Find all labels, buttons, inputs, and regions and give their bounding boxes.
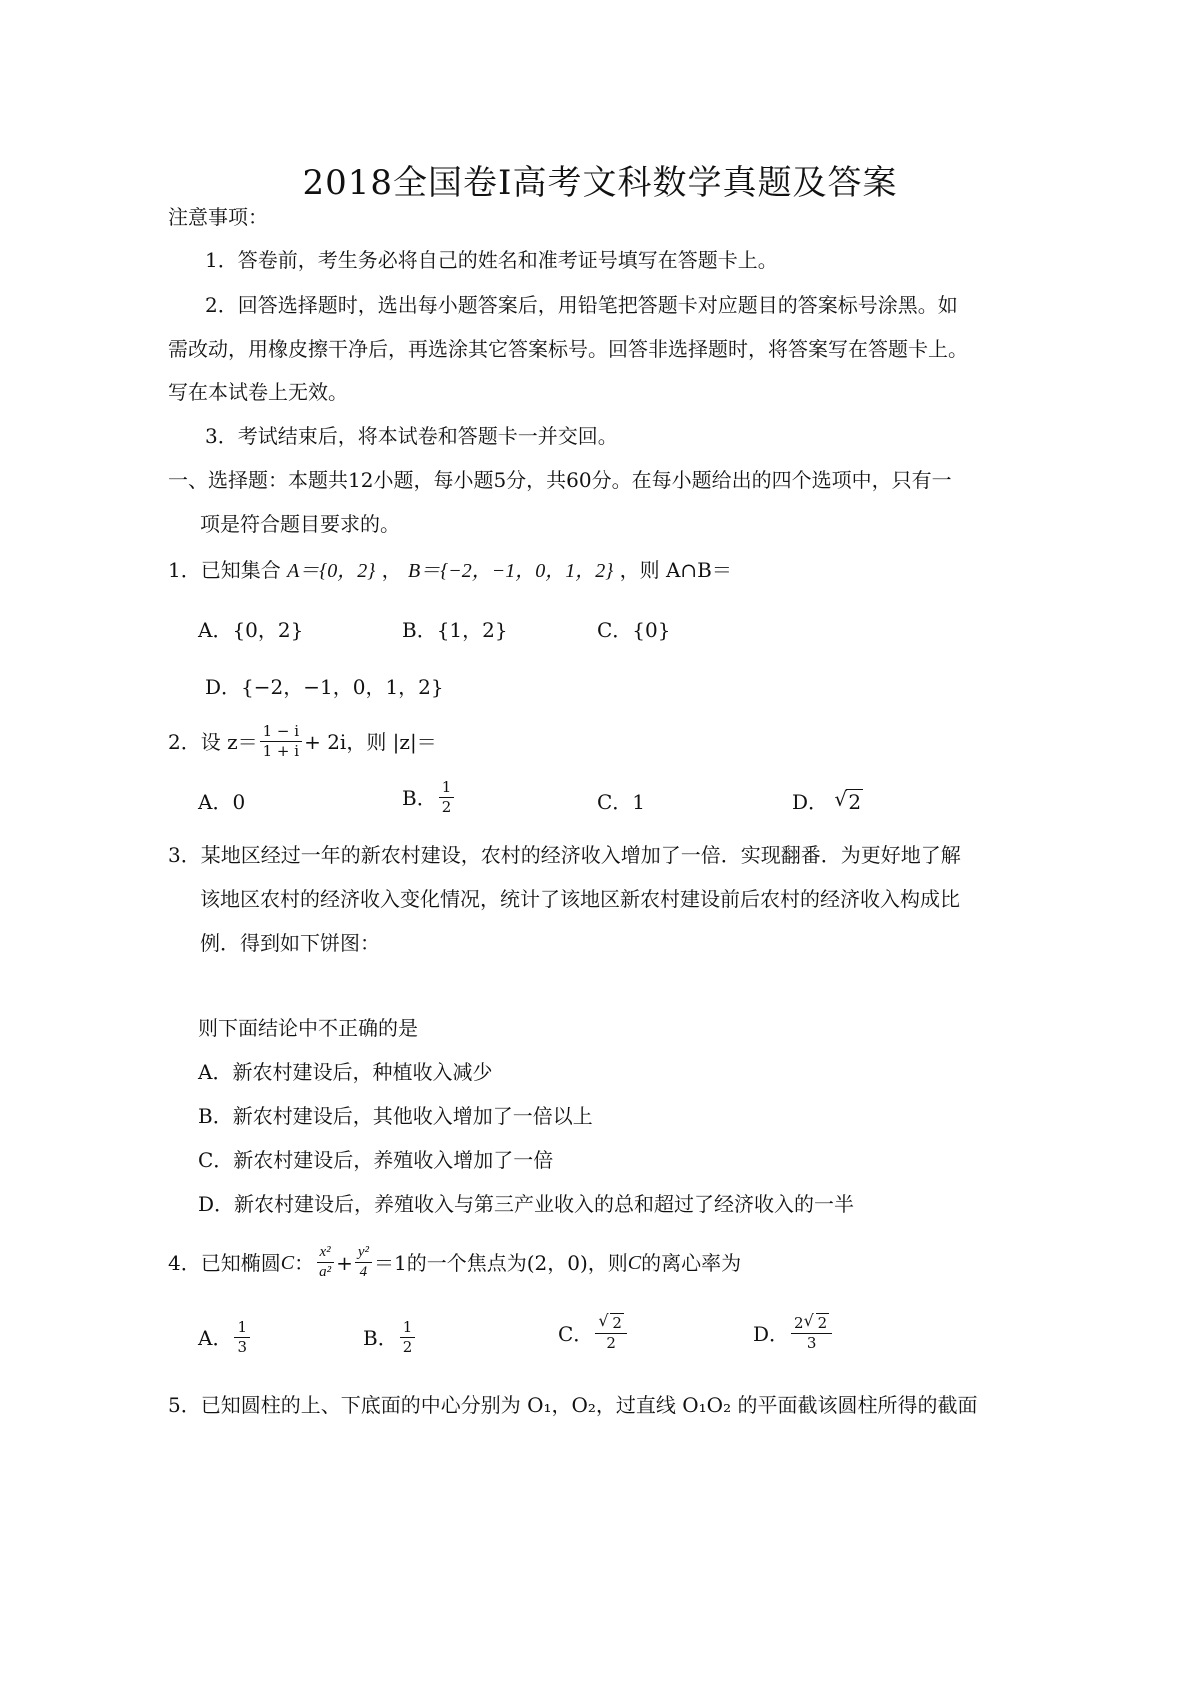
q4-option-c-num [595, 1311, 627, 1334]
q4-option-d-label: D． [753, 1321, 790, 1346]
q4-frac-x-den: a² [319, 1264, 332, 1280]
sqrt-icon: √ [598, 1311, 609, 1330]
q4-option-b-fraction [400, 1318, 416, 1357]
q4-option-c-den: 2 [606, 1334, 616, 1352]
question-5-stem: 5．已知圆柱的上、下底面的中心分别为 O₁，O₂，过直线 O₁O₂ 的平面截该圆柱所得的截面 [168, 1393, 978, 1417]
q2-option-d-sqrt [834, 787, 863, 814]
q4-fraction-x [316, 1243, 334, 1282]
q2-frac-denominator: 1 + i [262, 742, 300, 760]
q2-option-c: C．1 [597, 790, 646, 814]
q2-stem-lead: 2．设 z＝ [168, 729, 258, 754]
q4-stem-tail: 的离心率为 [641, 1250, 742, 1275]
q4-option-a [198, 1318, 252, 1357]
sqrt-icon: √ [834, 787, 848, 811]
q3-option-d: D．新农村建设后，养殖收入与第三产业收入的总和超过了经济收入的一半 [198, 1192, 855, 1216]
q2-frac-numerator: 1 − i [260, 722, 302, 742]
q1-option-b: B．{1，2} [402, 618, 508, 642]
notice-item-2-cont2: 写在本试卷上无效。 [168, 380, 348, 404]
q3-option-b: B．新农村建设后，其他收入增加了一倍以上 [198, 1104, 593, 1128]
notice-item-2: 2．回答选择题时，选出每小题答案后，用铅笔把答题卡对应题目的答案标号涂黑。如 [205, 293, 958, 317]
q4-option-d-radicand: 2 [817, 1314, 828, 1332]
q1-option-d: D．{−2，−1，0，1，2} [205, 675, 444, 699]
page-title: 2018全国卷Ⅰ高考文科数学真题及答案 [302, 163, 898, 203]
notice-item-1: 1．答卷前，考生务必将自己的姓名和准考证号填写在答题卡上。 [205, 248, 778, 272]
q4-colon: ： [294, 1250, 315, 1275]
q4-equation-tail: ＝1的一个焦点为(2，0)，则 [374, 1250, 628, 1275]
q2-option-d [792, 787, 863, 814]
q2-option-b-num: 1 [439, 778, 455, 798]
q4-option-d-fraction [791, 1311, 832, 1353]
notice-heading: 注意事项： [168, 205, 268, 229]
q4-option-c-radicand: 2 [612, 1314, 622, 1332]
section-heading-cont: 项是符合题目要求的。 [200, 512, 400, 536]
q1-set-a: A＝{0，2} [287, 560, 376, 582]
q2-option-b-fraction [439, 778, 455, 817]
q4-option-b-num: 1 [400, 1318, 416, 1338]
q1-option-a: A．{0，2} [198, 618, 304, 642]
q2-fraction [260, 722, 302, 761]
q1-option-c: C．{0} [597, 618, 671, 642]
q4-option-a-label: A． [198, 1325, 233, 1350]
q4-option-d-sqrt [803, 1311, 830, 1333]
q4-option-b-den: 2 [402, 1338, 413, 1356]
notice-item-3: 3．考试结束后，将本试卷和答题卡一并交回。 [205, 424, 618, 448]
q1-stem-lead: 1．已知集合 [168, 558, 281, 582]
q4-option-d-num [791, 1311, 832, 1334]
q3-prompt: 则下面结论中不正确的是 [198, 1016, 418, 1040]
question-4-stem [168, 1243, 741, 1282]
q4-option-c [558, 1311, 629, 1353]
q4-plus: + [336, 1250, 353, 1275]
question-3-line-3: 例．得到如下饼图： [200, 931, 380, 955]
q1-set-b: B＝{−2，−1，0，1，2} [408, 560, 614, 582]
section-heading: 一、选择题：本题共12小题，每小题5分，共60分。在每小题给出的四个选项中，只有一 [168, 468, 952, 492]
sqrt-icon: √ [803, 1311, 814, 1330]
q2-option-b-den: 2 [441, 798, 452, 816]
q4-frac-y-num: y² [355, 1243, 372, 1263]
question-3-line-2: 该地区农村的经济收入变化情况，统计了该地区新农村建设前后农村的经济收入构成比 [200, 887, 960, 911]
q4-fraction-y [355, 1243, 372, 1282]
q2-option-b-label: B． [402, 785, 437, 810]
q4-stem-lead: 4．已知椭圆 [168, 1250, 281, 1275]
notice-item-2-cont: 需改动，用橡皮擦干净后，再选涂其它答案标号。回答非选择题时，将答案写在答题卡上。 [168, 337, 968, 361]
q3-option-c: C．新农村建设后，养殖收入增加了一倍 [198, 1148, 554, 1172]
question-1-stem [168, 558, 732, 583]
q2-option-a: A．0 [198, 790, 246, 814]
question-3-line-1: 3．某地区经过一年的新农村建设，农村的经济收入增加了一倍．实现翻番．为更好地了解 [168, 843, 961, 867]
q4-var-c: C [280, 1251, 295, 1274]
q4-frac-x-num: x² [317, 1243, 334, 1263]
q4-option-a-den: 3 [237, 1338, 247, 1356]
q4-option-a-num: 1 [234, 1318, 250, 1338]
q4-option-d-den: 3 [806, 1334, 817, 1352]
q4-option-a-fraction [234, 1318, 250, 1357]
q4-option-d-coef: 2 [794, 1314, 804, 1332]
q2-stem-tail: + 2i，则 |z|＝ [304, 729, 437, 754]
question-2-stem [168, 722, 437, 761]
q4-option-c-sqrt [598, 1311, 624, 1333]
q2-option-b [402, 778, 456, 817]
q2-option-d-radicand: 2 [848, 790, 862, 814]
q4-option-c-fraction [595, 1311, 627, 1353]
q4-var-c2: C [627, 1251, 642, 1274]
q1-stem-tail: ，则 A∩B＝ [619, 558, 732, 582]
q1-separator: ， [381, 558, 402, 582]
q4-option-b-label: B． [363, 1325, 398, 1350]
q3-option-a: A．新农村建设后，种植收入减少 [198, 1060, 493, 1084]
q4-option-b [363, 1318, 417, 1357]
q4-option-c-label: C． [558, 1321, 594, 1346]
q2-option-d-label: D． [792, 790, 829, 814]
q4-frac-y-den: 4 [359, 1264, 368, 1280]
q4-option-d [753, 1311, 834, 1353]
